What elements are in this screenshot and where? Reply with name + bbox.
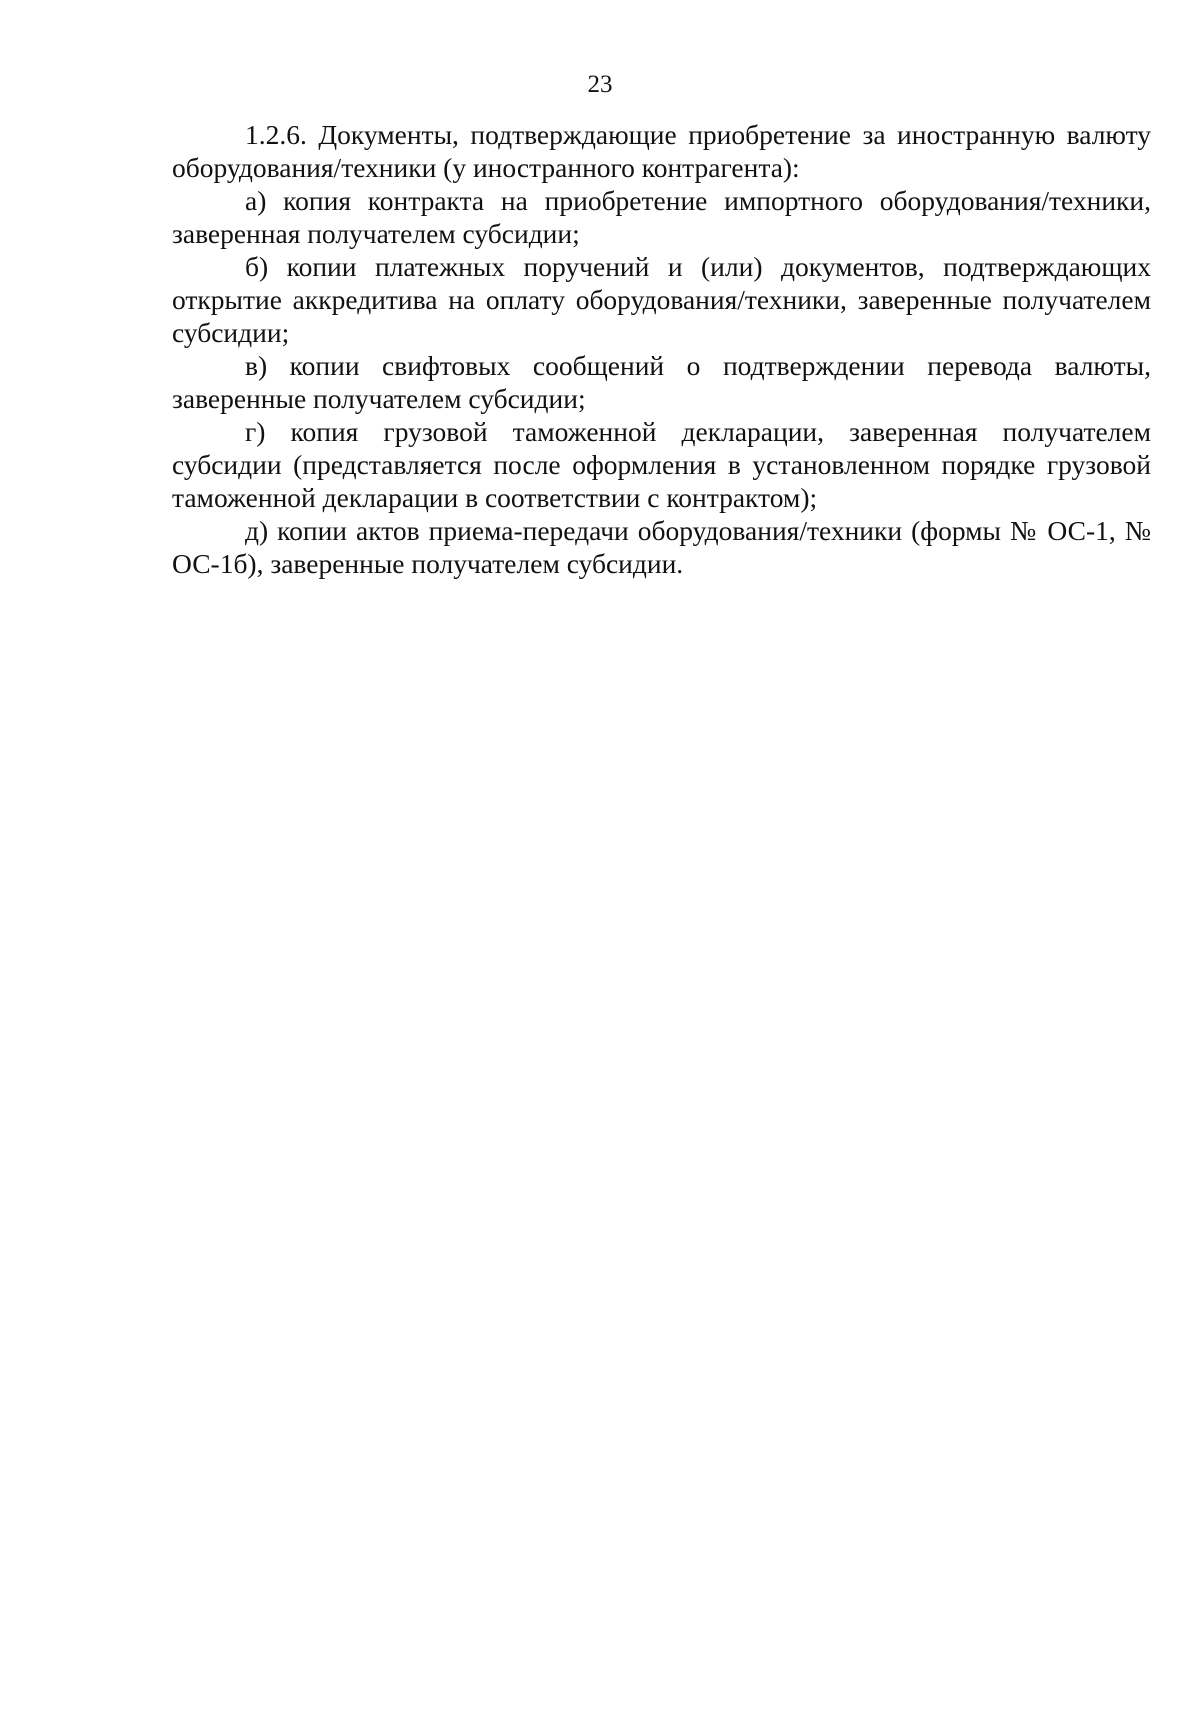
paragraph-item-a: а) копия контракта на приобретение импортного оборудования/техники, заверенная получателем субсидии; [172, 185, 1151, 249]
paragraph-item-b: б) копии платежных поручений и (или) документов, подтверждающих открытие аккредитива на оплату оборудования/техники, заверенные получателем субсидии; [172, 251, 1151, 348]
document-body [172, 118, 1151, 580]
paragraph-item-v: в) копии свифтовых сообщений о подтверждении перевода валюты, заверенные получателем субсидии; [172, 350, 1151, 414]
paragraph-item-d: д) копии актов приема-передачи оборудования/техники (формы № ОС-1, № ОС-1б), заверенные получателем субсидии. [172, 515, 1151, 579]
page-number: 23 [587, 71, 613, 98]
paragraph-item-g: г) копия грузовой таможенной декларации, заверенная получателем субсидии (представляется после оформления в установленном порядке грузовой таможенной декларации в соответствии с контрактом); [172, 416, 1151, 513]
paragraph-1-2-6: 1.2.6. Документы, подтверждающие приобретение за иностранную валюту оборудования/техники (у иностранного контрагента): [172, 119, 1151, 183]
